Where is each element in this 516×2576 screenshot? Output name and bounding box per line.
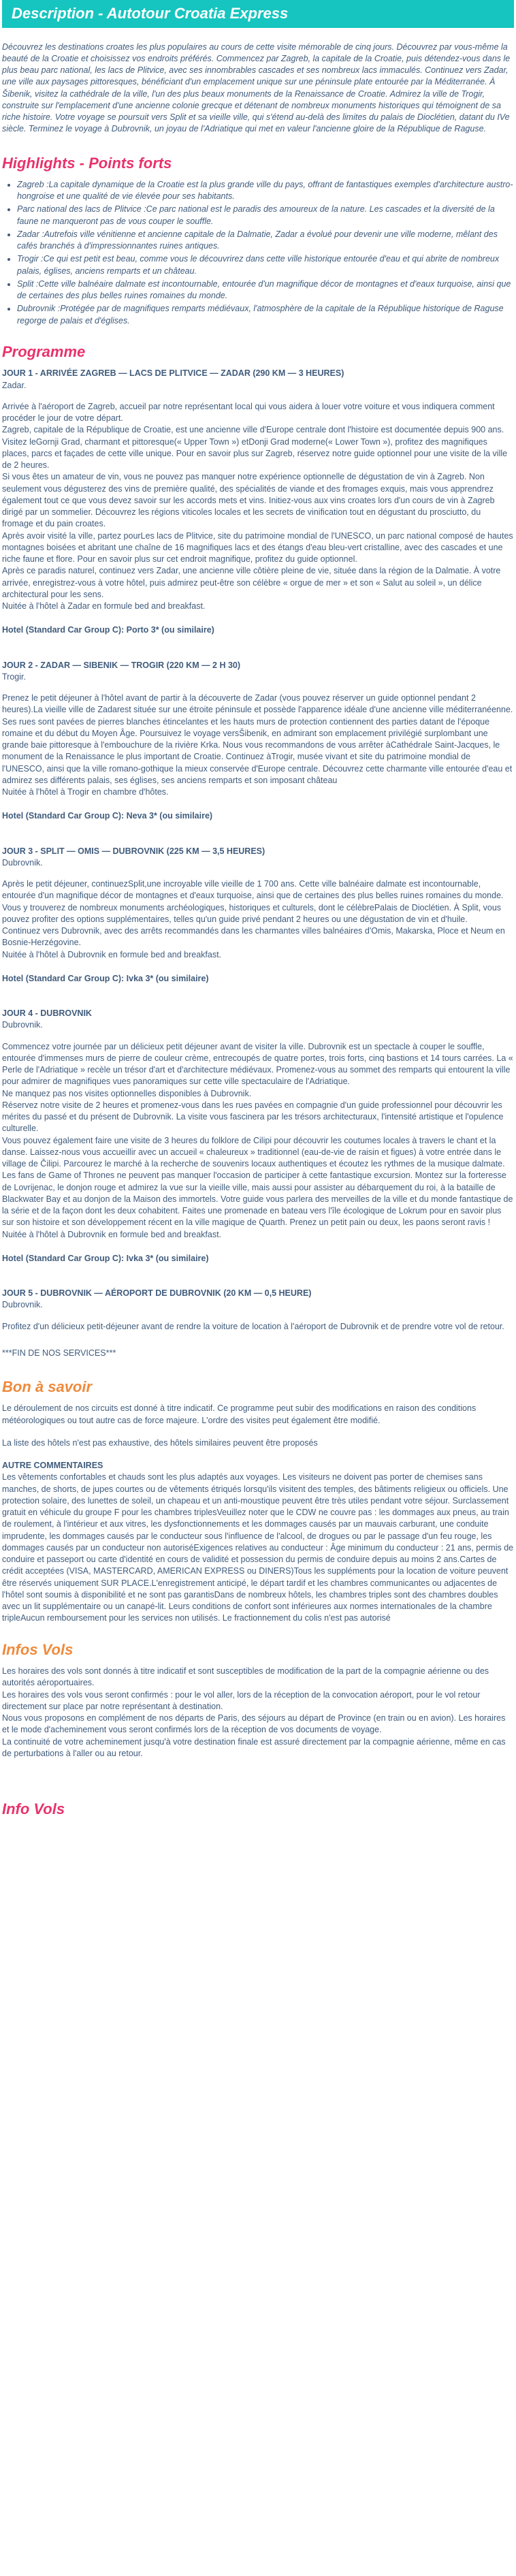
day-description — [2, 878, 514, 961]
day-location: Dubrovnik. — [2, 1020, 43, 1030]
infos-vols-section — [2, 1666, 514, 1760]
day-paragraph: Profitez d'un délicieux petit-déjeuner avant de rendre la voiture de location à l'aéroport de Dubrovnik et de prendre votre vol de retour. — [2, 1321, 504, 1331]
day-paragraph: Arrivée à l'aéroport de Zagreb, accueil par notre représentant local qui vous aidera à louer votre voiture et vous indiquera comment procéder le jour de votre départ. — [2, 401, 495, 424]
day-paragraph: Ne manquez pas nos visites optionnelles disponibles à Dubrovnik. — [2, 1088, 252, 1098]
programme-heading: Programme — [2, 343, 86, 360]
day-title: JOUR 4 - DUBROVNIK — [2, 1008, 92, 1019]
comments-text: Les vêtements confortables et chauds sont les plus adaptés aux voyages. Les visiteurs ne doivent pas porter de chemises sans manches, de shorts, de jupes courtes ou de vêtements étriqués lorsqu'ils visitent des temples, des bâtiments religieux ou officiels. Une protection solaire, des lunettes de soleil, un chapeau et un anti-moustique peuvent être très utiles pendant votre séjour. Surclassement gratuit en véhicule du groupe F pour les chambres triplesVeuillez noter que le CDW ne couvre pas : les dommages aux pneus, au train de roulement, à l'intérieur et aux vitres, les dysfonctionnements et les dommages causés par un mauvais carburant, une conduite imprudente, les dommages causés par le conducteur sous l'influence de l'alcool, de drogues ou par le passage d'un feu rouge, les dommages causés par un conducteur non autoriséExigences relatives au conducteur : Âge minimum du conducteur : 21 ans, permis de conduire et passeport ou carte d'identité en cours de validité et possession du permis de conduire depuis au moins 2 ans.Cartes de crédit acceptées (VISA, MASTERCARD, AMERICAN EXPRESS ou DINERS)Tous les suppléments pour la location de voiture peuvent être réservés uniquement SUR PLACE.L'enregistrement anticipé, le départ tardif et les chambres communicantes ou adjacentes de l'hôtel sont soumis à disponibilité et ne sont pas garantisDans de nombreux hôtels, les chambres triples sont des chambres doubles avec un lit supplémentaire ou un canapé-lit. Leurs conditions de confort sont inférieures aux normes internationales de la chambre tripleAucun remboursement pour les services non utilisés. Le fractionnement du colis n'est pas autorisé — [2, 1472, 514, 1623]
day-title: JOUR 5 - DUBROVNIK — AÉROPORT DE DUBROVNIK (20 KM — 0,5 HEURE) — [2, 1288, 312, 1299]
day-title: JOUR 1 - ARRIVÉE ZAGREB — LACS DE PLITVICE — ZADAR (290 KM — 3 HEURES) — [2, 368, 344, 379]
day-description — [2, 1041, 514, 1241]
end-services-note: ***FIN DE NOS SERVICES*** — [2, 1348, 116, 1358]
day-hotel: Hotel (Standard Car Group C): Neva 3* (ou similaire) — [2, 811, 213, 821]
info-vols-heading: Info Vols — [2, 1800, 65, 1818]
day-paragraph: Nuitée à l'hôtel à Dubrovnik en formule bed and breakfast. — [2, 949, 222, 959]
infos-vols-paragraph: Les horaires des vols vous seront confirmés : pour le vol aller, lors de la réception de la convocation aéroport, pour le vol retour directement sur place par notre représentant à destination. — [2, 1689, 481, 1711]
day-paragraph: Continuez vers Dubrovnik, avec des arrêts recommandés dans les charmantes villes balnéaires d'Omis, Makarska, Ploce et Neum en Bosnie-Herzégovine. — [2, 926, 505, 948]
day-5 — [2, 1288, 514, 1333]
day-description — [2, 693, 514, 798]
intro-text: Découvrez les destinations croates les plus populaires au cours de cette visite mémorable de cinq jours. Découvrez par vous-même la beauté de la Croatie et choisissez vos endroits préférés. Commencez par Zagreb, la capitale de la Croatie, puis détendez-vous dans le plus beau parc national, les lacs de Plitvice, avec ses innombrables cascades et ses nombreux lacs immaculés. Continuez vers Zadar, une ville aux paysages pittoresques, bénéficiant d'un emplacement unique sur une péninsule plate entourée par la Méditerranée. À Šibenik, visitez la cathédrale de la ville, l'un des plus beaux monuments de la Renaissance de Croatie. Admirez la ville de Trogir, construite sur l'emplacement d'une ancienne colonie grecque et détenant de nombreux monuments historiques qui témoignent de sa riche histoire. Votre voyage se poursuit vers Split et sa vieille ville, qui s'étend au-delà des limites du palais de Dioclétien, datant du IVe siècle. Terminez le voyage à Dubrovnik, un joyau de l'Adriatique qui met en valeur l'ancienne gloire de la République de Raguse. — [2, 42, 511, 134]
day-4 — [2, 1008, 514, 1265]
day-hotel: Hotel (Standard Car Group C): Ivka 3* (ou similaire) — [2, 1253, 209, 1263]
highlight-item: • Zagreb :La capitale dynamique de la Croatie est la plus grande ville du pays, offrant de fantastiques exemples d'architecture austro-hongroise et une qualité de vie élevée pour ses habitants. — [17, 179, 514, 203]
highlight-item: • Zadar :Autrefois ville vénitienne et ancienne capitale de la Dalmatie, Zadar a évolué pour devenir une ville moderne, mêlant des cafés branchés à d'impressionnantes ruines antiques. — [17, 229, 514, 253]
highlight-item: • Parc national des lacs de Plitvice :Ce parc national est le paradis des amoureux de la nature. Les cascades et la diversité de la faune ne manqueront pas de vous couper le souffle. — [17, 204, 514, 227]
day-paragraph: Réservez notre visite de 2 heures et promenez-vous dans les rues pavées en compagnie d'un guide professionnel pour découvrir les mérites du passé et du présent de Dubrovnik. La visite vous fascinera par les trésors architecturaux, l'intensité artistique et l'opulence culturelle. — [2, 1100, 504, 1134]
day-description — [2, 401, 514, 613]
day-location: Dubrovnik. — [2, 857, 43, 868]
day-hotel: Hotel (Standard Car Group C): Ivka 3* (ou similaire) — [2, 973, 209, 983]
highlight-item: • Split :Cette ville balnéaire dalmate est incontournable, entourée d'un magnifique décor de montagnes et d'eaux turquoise, ainsi que de certaines des plus belles ruines romaines du monde. — [17, 279, 514, 302]
highlights-list — [2, 179, 514, 327]
day-2 — [2, 660, 514, 823]
bon-a-savoir-intro: Le déroulement de nos circuits est donné à titre indicatif. Ce programme peut subir des modifications en raison des conditions météorologiques ou tout autre cas de force majeure. L'ordre des visites peut également être modifié. — [2, 1403, 477, 1425]
day-paragraph: Si vous êtes un amateur de vin, vous ne pouvez pas manquer notre expérience optionnelle de dégustation de vin à Zagreb. Non seulement vous dégusterez des vins de première qualité, des spécialités de viande et des fromages exquis, mais vous apprendrez également tout ce que vous devez savoir sur les accords mets et vins. Initiez-vous aux vins croates lors d'un cours de vin à Zagreb dirigé par un sommelier. Découvrez les régions viticoles locales et les secrets de vinification tout en dégustant du prosciutto, du fromage et du pain croates. — [2, 472, 495, 529]
intro-section — [2, 28, 514, 138]
day-title: JOUR 2 - ZADAR — SIBENIK — TROGIR (220 KM — 2 H 30) — [2, 660, 241, 670]
comments-label: AUTRE COMMENTAIRES — [2, 1461, 103, 1471]
day-location: Trogir. — [2, 671, 26, 682]
day-description — [2, 1321, 514, 1333]
day-paragraph: Les fans de Game of Thrones ne peuvent pas manquer l'occasion de participer à cette fantastique excursion. Montez sur la forteresse de Lovrijenac, le donjon rouge et admirez la vue sur la vieille ville, mais aussi pour assister au débarquement du roi, à la bataille de Blackwater Bay et au donjon de la Maison des immortels. Votre guide vous parlera des merveilles de la ville et du monde fantastique de la série et de la façon dont les deux cohabitent. Faites une promenade en bateau vers l'île écologique de Lokrum pour en savoir plus sur son histoire et son développement récent en la ville magique de Quarth. Prenez un petit pain ou deux, les paons seront ravis ! — [2, 1171, 513, 1228]
day-location: Dubrovnik. — [2, 1300, 43, 1310]
highlights-heading: Highlights - Points forts — [2, 154, 172, 172]
day-paragraph: Après ce paradis naturel, continuez vers Zadar, une ancienne ville côtière pleine de vie, située dans la région de la Dalmatie. À votre arrivée, enregistrez-vous à votre hôtel, puis admirez peut-être son célèbre « orgue de mer » et son « Salut au soleil », un délice architectural pour les sens. — [2, 566, 501, 599]
day-paragraph: Après le petit déjeuner, continuezSplit,une incroyable ville vieille de 1 700 ans. Cette ville balnéaire dalmate est incontournable, entourée d'un magnifique décor de montagnes et d'eaux turquoise, ainsi que de certaines des plus belles ruines romaines du monde. Vous y trouverez de nombreux monuments archéologiques, historiques et culturels, dont le célèbrePalais de Dioclétien. À Split, vous pouvez profiter des options supplémentaires, telles qu'un guide privé pendant 2 heures ou une dégustation de vin et d'huile. — [2, 879, 504, 924]
infos-vols-heading: Infos Vols — [2, 1640, 74, 1658]
highlight-item: • Trogir :Ce qui est petit est beau, comme vous le découvrirez dans cette ville historique entourée d'eau et qui abrite de nombreux palais, églises, anciens remparts et un château. — [17, 253, 514, 277]
day-title: JOUR 3 - SPLIT — OMIS — DUBROVNIK (225 KM — 3,5 HEURES) — [2, 846, 265, 856]
day-paragraph: Après avoir visité la ville, partez pourLes lacs de Plitvice, site du patrimoine mondial de l'UNESCO, un parc national composé de hautes montagnes boisées et abritant une chaîne de 16 magnifiques lacs et des étangs d'eau bleu-vert cristalline, avec des cascades et une riche faune et flore. Pour en savoir plus sur cet endroit magnifique, profitez du guide optionnel. — [2, 530, 513, 565]
day-paragraph: Commencez votre journée par un délicieux petit déjeuner avant de visiter la ville. Dubrovnik est un spectacle à couper le souffle, entourée d'immenses murs de pierre de couleur crème, entrecoupés de quatre portes, trois forts, cinq bastions et 14 tours carrées. La « Perle de l'Adriatique » recèle un trésor d'art et d'architecture médiévaux. Promenez-vous au sommet des remparts qui entourent la ville pour admirer de magnifiques vues panoramiques sur cette ville spectaculaire de l'Adriatique. — [2, 1041, 513, 1087]
day-paragraph: Nuitée à l'hôtel à Trogir en chambre d'hôtes. — [2, 787, 169, 797]
day-location: Zadar. — [2, 380, 27, 390]
day-1 — [2, 368, 514, 636]
hotels-note: La liste des hôtels n'est pas exhaustive, des hôtels similaires peuvent être proposés — [2, 1437, 318, 1448]
bottom-spacer — [2, 1825, 514, 1873]
bon-a-savoir-section — [2, 1403, 514, 1624]
bon-a-savoir-heading: Bon à savoir — [2, 1378, 93, 1396]
day-hotel: Hotel (Standard Car Group C): Porto 3* (ou similaire) — [2, 625, 214, 635]
infos-vols-paragraph: Les horaires des vols sont donnés à titre indicatif et sont susceptibles de modification de la part de la compagnie aérienne ou des autorités aéroportuaires. — [2, 1666, 489, 1688]
day-paragraph: Prenez le petit déjeuner à l'hôtel avant de partir à la découverte de Zadar (vous pouvez réserver un guide optionnel pendant 2 heures).La vieille ville de Zadarest située sur une étroite péninsule et possède l'apparence idéale d'une ancienne ville méditerranéenne. Ses rues sont pavées de pierres blanches étincelantes et les hauts murs de protection contiennent des parties datant de l'époque romaine et du début du Moyen Âge. Poursuivez le voyage versŠibenik, en admirant son emplacement privilégié surplombant une grande baie pittoresque à l'embouchure de la rivière Krka. Nous vous recommandons de vous arrêter àCathédrale Saint-Jacques, le monument de la Renaissance le plus important de Croatie. Continuez àTrogir, musée vivant et site du patrimoine mondial de l'UNESCO, ainsi que la ville romano-gothique la mieux conservée d'Europe centrale. Découvrez cette charmante ville entourée d'eau et admirez ses différents palais, ses églises, ses anciens remparts et son imposant château — [2, 693, 513, 785]
day-paragraph: Nuitée à l'hôtel à Zadar en formule bed and breakfast. — [2, 601, 206, 611]
infos-vols-paragraph: La continuité de votre acheminement jusqu'à votre destination finale est assuré directement par la compagnie aérienne, même en cas de perturbations à l'aller ou au retour. — [2, 1736, 506, 1758]
infos-vols-paragraph: Nous vous proposons en complément de nos départs de Paris, des séjours au départ de Province (en train ou en avion). Les horaires et le mode d'acheminement vous seront confirmés lors de la réception de vos documents de voyage. — [2, 1713, 506, 1735]
day-paragraph: Vous pouvez également faire une visite de 3 heures du folklore de Cilipi pour découvrir les coutumes locales à travers le chant et la danse. Laissez-nous vous accueillir avec un accueil « chaleureux » traditionnel (eau-de-vie de raisin et figues) à votre entrée dans le village de Čilipi. Parcourez le marché à la recherche de souvenirs locaux authentiques et écoutez les rythmes de la musique dalmate. — [2, 1135, 505, 1169]
page-title: Description - Autotour Croatia Express — [2, 0, 514, 28]
highlight-item: • Dubrovnik :Protégée par de magnifiques remparts médiévaux, l'atmosphère de la capitale de la République historique de Raguse regorge de palais et d'églises. — [17, 303, 514, 327]
day-3 — [2, 846, 514, 985]
day-paragraph: Zagreb, capitale de la République de Croatie, est une ancienne ville d'Europe centrale dont l'histoire est documentée depuis 900 ans. Visitez leGornji Grad, charmant et pittoresque(« Upper Town ») etDonji Grad moderne(« Lower Town »), profitez des magnifiques places, parcs et façades de cette ville unique. Pour en savoir plus sur Zagreb, réservez notre guide optionnel pour une visite de la ville de 2 heures. — [2, 425, 508, 471]
day-paragraph: Nuitée à l'hôtel à Dubrovnik en formule bed and breakfast. — [2, 1229, 222, 1239]
